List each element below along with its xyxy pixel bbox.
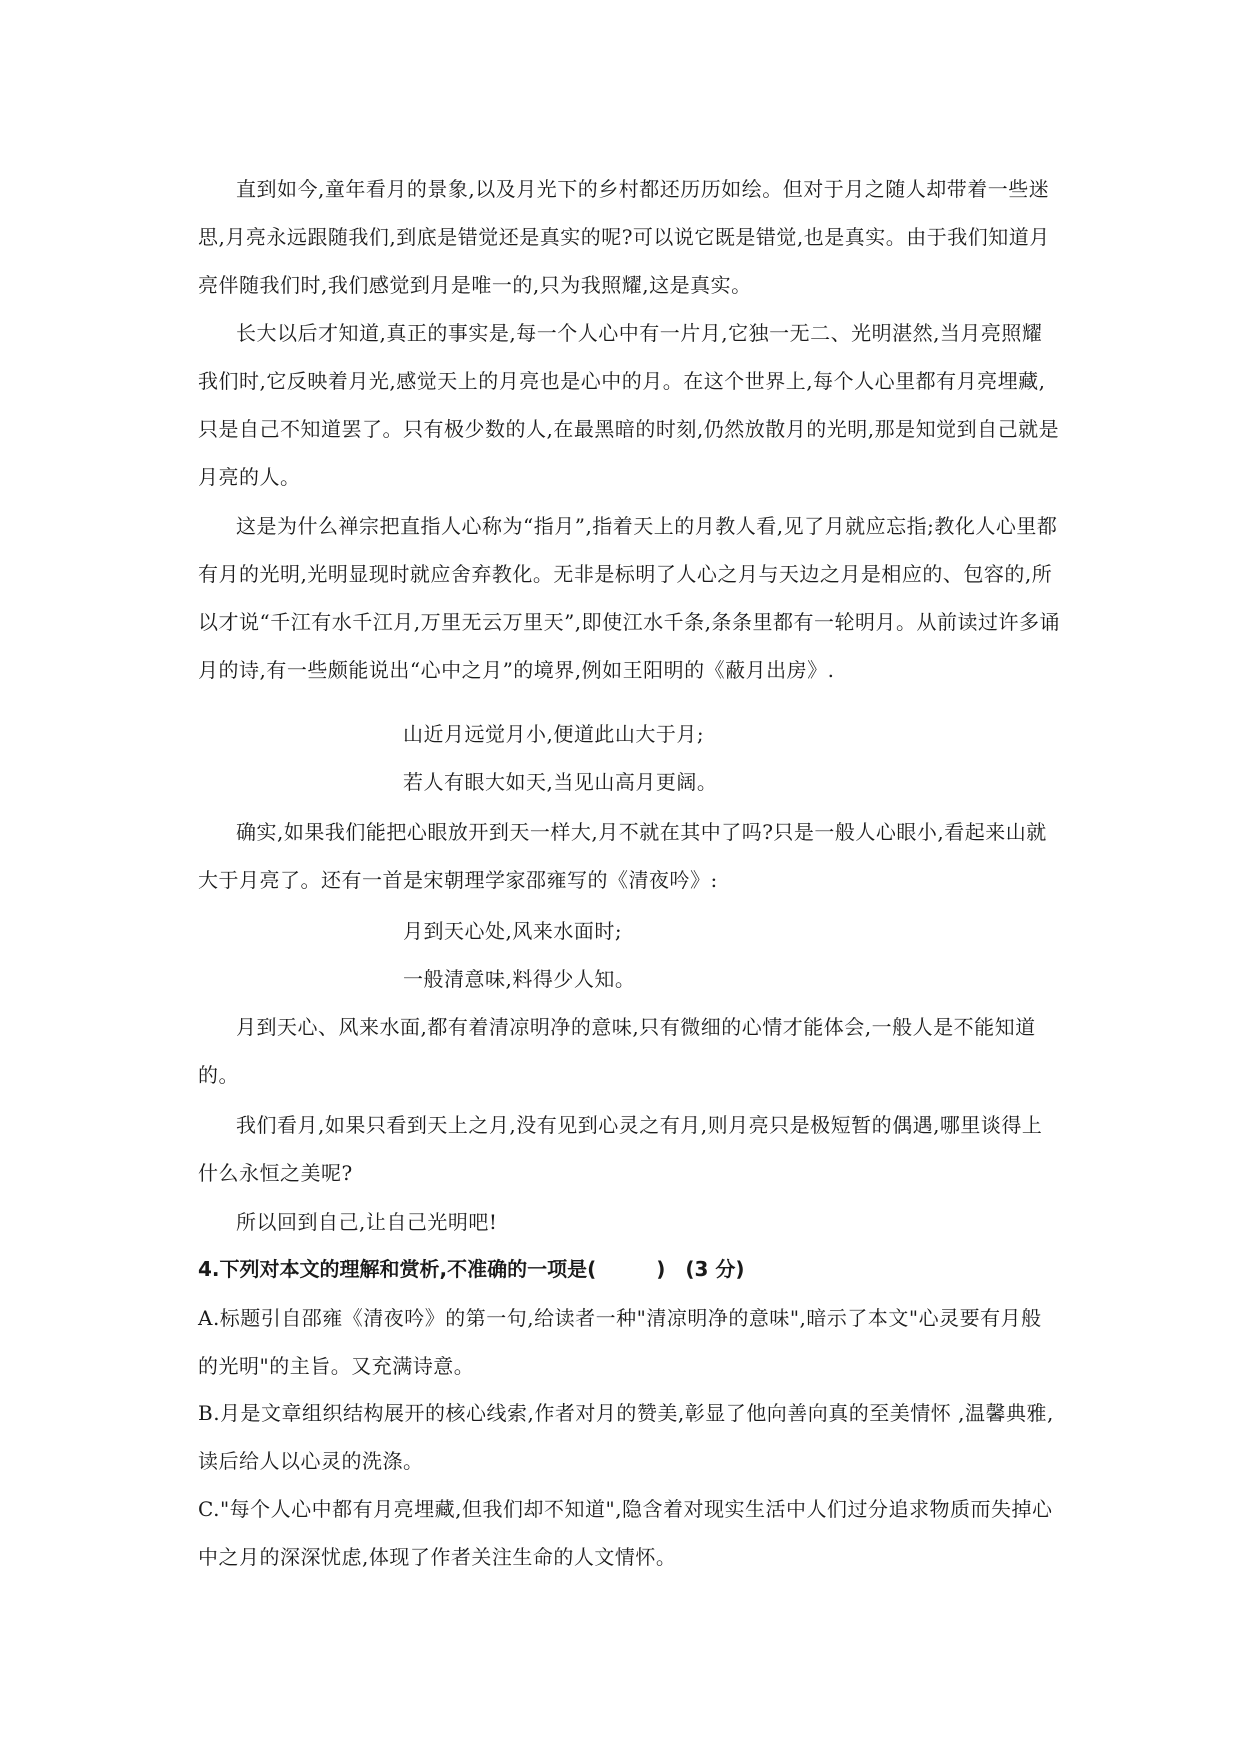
poem-2-line-2: 一般清意味,料得少人知。 [403, 967, 636, 991]
paragraph-2: 长大以后才知道,真正的事实是,每一个人心中有一片月,它独一无二、光明湛然,当月亮照耀我们时,它反映着月光,感觉天上的月亮也是心中的月。在这个世界上,每个人心里都有月亮埋藏,只是自己不知道罢了。只有极少数的人,在最黑暗的时刻,仍然放散月的光明,那是知觉到自己就是月亮的人。 [198, 321, 1060, 489]
option-b: B.月是文章组织结构展开的核心线索,作者对月的赞美,彰显了他向善向真的至美情怀 ,温馨典雅,读后给人以心灵的洗涤。 [198, 1401, 1054, 1473]
option-a: A.标题引自邵雍《清夜吟》的第一句,给读者一种"清凉明净的意味",暗示了本文"心灵要有月般的光明"的主旨。又充满诗意。 [198, 1306, 1042, 1378]
question-stem: 4.下列对本文的理解和赏析,不准确的一项是( ) (3 分) [198, 1257, 745, 1281]
poem-1-line-2: 若人有眼大如天,当见山高月更阔。 [403, 770, 718, 794]
paragraph-4: 确实,如果我们能把心眼放开到天一样大,月不就在其中了吗?只是一般人心眼小,看起来山就大于月亮了。还有一首是宋朝理学家邵雍写的《清夜吟》: [198, 820, 1047, 892]
poem-1-line-1: 山近月远觉月小,便道此山大于月; [403, 722, 705, 746]
poem-2-line-1: 月到天心处,风来水面时; [403, 919, 623, 943]
paragraph-7: 所以回到自己,让自己光明吧! [236, 1210, 498, 1234]
paragraph-5: 月到天心、风来水面,都有着清凉明净的意味,只有微细的心情才能体会,一般人是不能知道的。 [198, 1015, 1036, 1087]
option-c: C."每个人心中都有月亮埋藏,但我们却不知道",隐含着对现实生活中人们过分追求物质而失掉心中之月的深深忧虑,体现了作者关注生命的人文情怀。 [198, 1497, 1053, 1569]
paragraph-3: 这是为什么禅宗把直指人心称为“指月”,指着天上的月教人看,见了月就应忘指;教化人心里都有月的光明,光明显现时就应舍弃教化。无非是标明了人心之月与天边之月是相应的、包容的,所以才说“千江有水千江月,万里无云万里天”,即使江水千条,条条里都有一轮明月。从前读过许多诵月的诗,有一些颇能说出“心中之月”的境界,例如王阳明的《蔽月出房》. [198, 514, 1061, 682]
paragraph-1: 直到如今,童年看月的景象,以及月光下的乡村都还历历如绘。但对于月之随人却带着一些迷思,月亮永远跟随我们,到底是错觉还是真实的呢?可以说它既是错觉,也是真实。由于我们知道月亮伴随我们时,我们感觉到月是唯一的,只为我照耀,这是真实。 [198, 177, 1050, 297]
paragraph-6: 我们看月,如果只看到天上之月,没有见到心灵之有月,则月亮只是极短暂的偶遇,哪里谈得上什么永恒之美呢? [198, 1113, 1043, 1185]
